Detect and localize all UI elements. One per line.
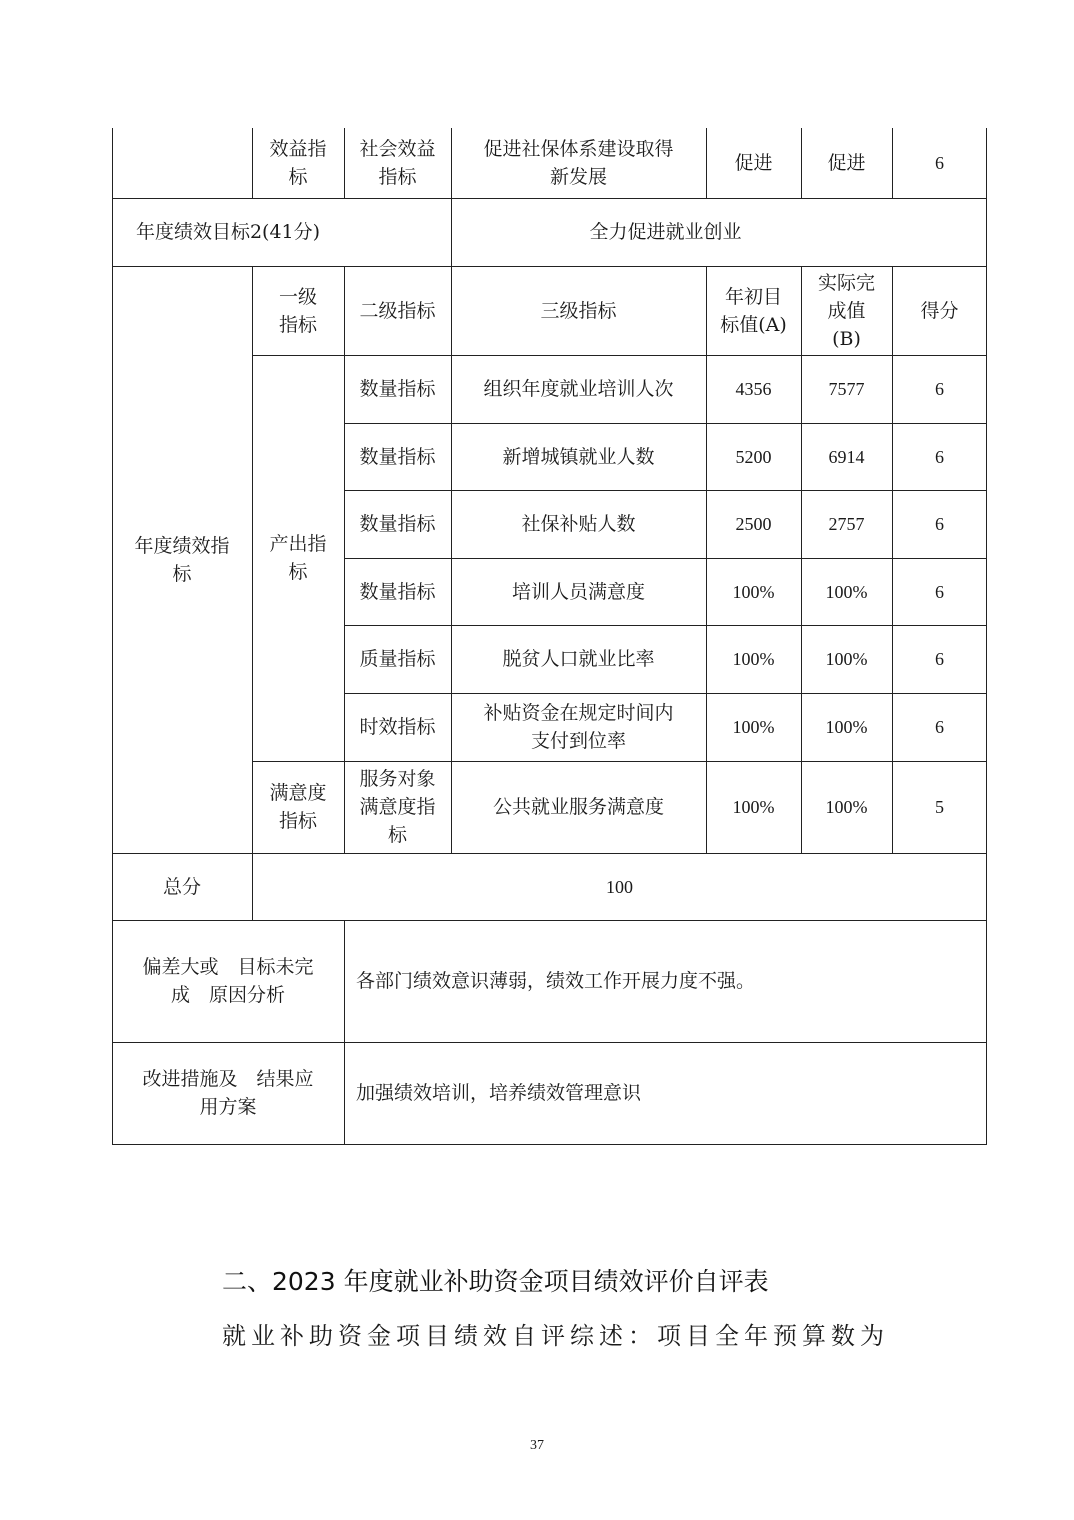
- table-row-level2: 质量指标: [359, 648, 436, 670]
- page-number: 37: [530, 1438, 544, 1453]
- table-row-target: 100%: [732, 581, 775, 602]
- improve-label: 改进措施及 结果应 用方案: [142, 1068, 314, 1118]
- top-actual: 促进: [827, 152, 866, 174]
- table-row-score: 6: [935, 717, 944, 737]
- table-row-score: 6: [935, 649, 944, 669]
- total-label: 总分: [162, 875, 201, 898]
- goal2-label: 年度绩效目标2(41分): [135, 221, 321, 243]
- table-row-score: 6: [935, 379, 944, 399]
- goal2-value: 全力促进就业创业: [589, 221, 742, 243]
- table-row-actual: 7577: [828, 379, 865, 399]
- table-row-level3: 社保补贴人数: [521, 513, 636, 535]
- table-row-actual: 100%: [825, 581, 868, 602]
- table-row-score: 6: [935, 514, 944, 534]
- table-row-score: 5: [935, 797, 944, 817]
- table-row-level2: 时效指标: [359, 716, 436, 738]
- table-row-level3: 组织年度就业培训人次: [483, 378, 674, 400]
- header-level1: 一级 指标: [278, 285, 317, 336]
- deviation-text: 各部门绩效意识薄弱，绩效工作开展力度不强。: [356, 970, 756, 992]
- table-row-target: 100%: [732, 649, 775, 669]
- table-row-level2: 数量指标: [359, 580, 436, 603]
- section-heading: 二、2023 年度就业补助资金项目绩效评价自评表: [222, 1267, 769, 1296]
- table-row-target: 5200: [735, 446, 772, 467]
- top-target: 促进: [734, 152, 773, 174]
- table-row-level2: 服务对象 满意度指 标: [359, 768, 436, 846]
- table-row-level3: 培训人员满意度: [511, 580, 645, 603]
- table-row-actual: 100%: [825, 649, 868, 669]
- header-target: 年初目 标值(A): [720, 285, 787, 336]
- table-row-target: 4356: [735, 379, 772, 399]
- header-score: 得分: [920, 299, 959, 322]
- performance-table: [112, 128, 987, 1145]
- table-row-actual: 6914: [828, 446, 865, 467]
- header-actual: 实际完 成值 (B): [817, 271, 875, 350]
- table-row-actual: 100%: [825, 797, 868, 817]
- top-level3: 促进社保体系建设取得 新发展: [483, 138, 674, 188]
- header-level3: 三级指标: [540, 299, 617, 322]
- total-value: 100: [606, 876, 633, 897]
- table-row-score: 6: [935, 446, 944, 467]
- top-level2: 社会效益 指标: [359, 138, 436, 188]
- deviation-label: 偏差大或 目标未完 成 原因分析: [142, 956, 314, 1006]
- header-level2: 二级指标: [359, 299, 436, 322]
- table-row-level3: 补贴资金在规定时间内 支付到位率: [483, 702, 674, 752]
- summary-paragraph: 就业补助资金项目绩效自评综述：项目全年预算数为: [222, 1322, 889, 1350]
- satisfaction-label: 满意度 指标: [269, 782, 327, 832]
- table-row-actual: 100%: [825, 717, 868, 737]
- indicator-group-label: 年度绩效指 标: [134, 534, 230, 585]
- table-row-target: 2500: [735, 514, 772, 534]
- table-row-actual: 2757: [828, 514, 865, 534]
- table-row-score: 6: [935, 581, 944, 602]
- table-row-level2: 数量指标: [359, 445, 436, 468]
- table-row-level3: 脱贫人口就业比率: [502, 648, 655, 670]
- table-row-target: 100%: [732, 797, 775, 817]
- table-row-level3: 新增城镇就业人数: [502, 445, 655, 468]
- improve-text: 加强绩效培训，培养绩效管理意识: [356, 1082, 642, 1104]
- output-label: 产出指 标: [269, 533, 327, 583]
- table-row-target: 100%: [732, 717, 775, 737]
- table-row-level2: 数量指标: [359, 513, 436, 535]
- table-row-level3: 公共就业服务满意度: [492, 796, 664, 818]
- top-level1: 效益指 标: [269, 138, 327, 188]
- top-score: 6: [935, 153, 944, 173]
- table-row-level2: 数量指标: [359, 378, 436, 400]
